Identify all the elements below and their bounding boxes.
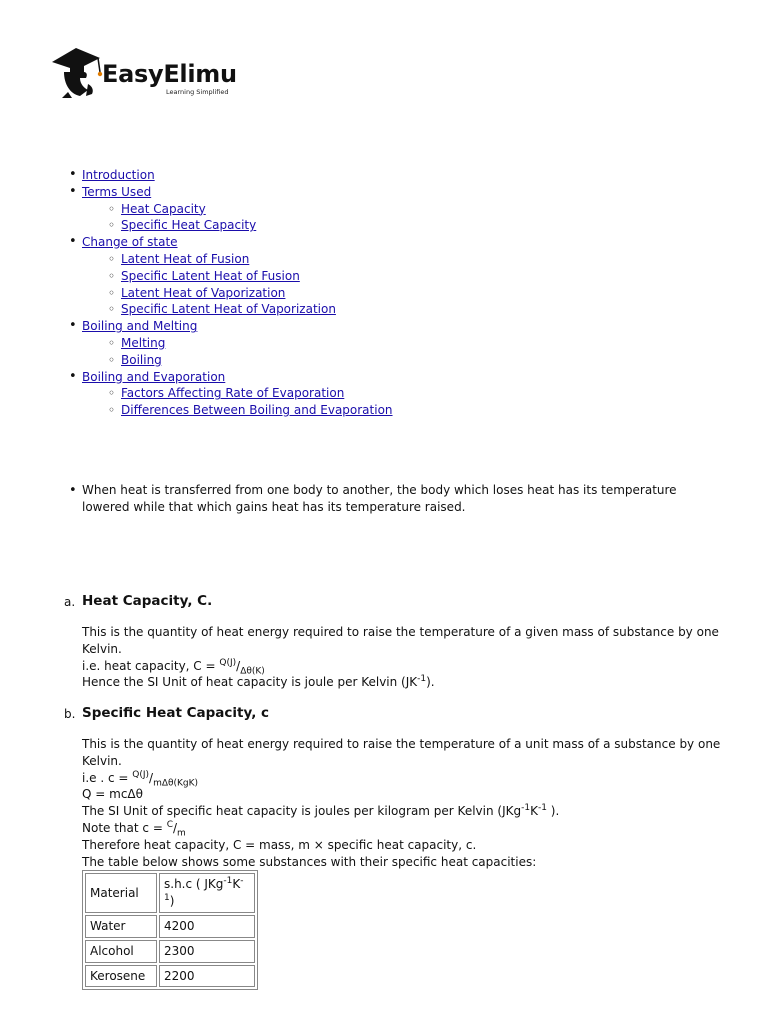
- toc-link[interactable]: Factors Affecting Rate of Evaporation: [121, 386, 345, 401]
- section-b-definition: This is the quantity of heat energy required to raise the temperature of a unit mass of a substance by one Kelvin.: [82, 737, 721, 768]
- toc-link[interactable]: Boiling and Evaporation: [82, 369, 226, 384]
- toc-link[interactable]: Melting: [121, 335, 166, 350]
- logo-wordmark: EasyElimu: [102, 60, 237, 88]
- table-row: [85, 940, 255, 963]
- toc-link[interactable]: Change of state: [82, 235, 178, 250]
- toc-item: [0, 217, 768, 234]
- section-a-si-unit: Hence the SI Unit of heat capacity is joule per Kelvin $(JK^{-1})$.: [82, 674, 435, 690]
- toc-link[interactable]: Specific Heat Capacity: [121, 218, 257, 233]
- logo-tagline: Learning Simplified: [166, 88, 229, 96]
- table-cell-shc: 2200: [159, 965, 255, 988]
- table-cell-material: Water: [85, 915, 157, 938]
- table-header-shc: s.h.c ( $JKg^{-1}K^{-1}$): [159, 873, 255, 913]
- toc-link[interactable]: Specific Latent Heat of Fusion: [121, 268, 300, 283]
- toc-item: [0, 301, 768, 318]
- toc-list: [0, 167, 768, 419]
- table-row: [85, 965, 255, 988]
- table-cell-material: Kerosene: [85, 965, 157, 988]
- toc-link[interactable]: Specific Latent Heat of Vaporization: [121, 302, 336, 317]
- section-b-heading: Specific Heat Capacity, c: [82, 705, 270, 721]
- toc-item: [0, 184, 768, 201]
- section-a-formula: i.e. heat capacity, $C = ^{Q(J)}/_{\Delta\theta(K)}$: [82, 657, 265, 676]
- section-b-table-intro: The table below shows some substances with their specific heat capacities:: [82, 854, 537, 869]
- toc-item: [0, 268, 768, 285]
- specific-heat-table: [82, 870, 258, 990]
- toc-link[interactable]: Heat Capacity: [121, 201, 206, 216]
- section-b-marker: b.: [64, 707, 76, 721]
- toc-link[interactable]: Terms Used: [82, 184, 152, 199]
- toc-item: [0, 167, 768, 184]
- toc-link[interactable]: Introduction: [82, 168, 155, 182]
- table-row: [85, 915, 255, 938]
- section-b-note: Note that $c = ^C/_m$: [82, 819, 186, 839]
- table-cell-material: Alcohol: [85, 940, 157, 963]
- toc-item: [0, 234, 768, 251]
- section-a-heading: Heat Capacity, C.: [82, 593, 213, 609]
- bullet-icon: •: [69, 483, 77, 498]
- toc-item: [0, 352, 768, 369]
- toc-link[interactable]: Latent Heat of Fusion: [121, 251, 250, 266]
- intro-paragraph: When heat is transferred from one body to another, the body which loses heat has its temperature lowered while that which gains heat has its temperature raised.: [82, 483, 677, 514]
- section-a-body: [82, 624, 722, 691]
- section-a-definition: This is the quantity of heat energy required to raise the temperature of a given mass of substance by one Kelvin.: [82, 625, 719, 656]
- toc-item: [0, 402, 768, 419]
- toc-link[interactable]: Latent Heat of Vaporization: [121, 285, 286, 300]
- section-b-si-unit: The SI Unit of specific heat capacity is joules per kilogram per Kelvin ($JKg^{-1}K^{-1}$ ).: [82, 803, 560, 819]
- toc-item: [0, 369, 768, 386]
- toc-link[interactable]: Boiling: [121, 352, 162, 367]
- section-b-formula: i.e . $c = ^{Q(J)}/_{m\Delta\theta(KgK)}$: [82, 769, 199, 788]
- table-of-contents: [0, 167, 768, 419]
- section-b-q-equation: Q = mcΔθ: [82, 787, 143, 802]
- toc-item: [0, 251, 768, 268]
- toc-item: [0, 201, 768, 218]
- toc-item: [0, 385, 768, 402]
- section-b-therefore: Therefore heat capacity, C = mass, m × specific heat capacity, c.: [82, 837, 477, 852]
- section-a-marker: a.: [64, 595, 76, 609]
- toc-item: [0, 318, 768, 335]
- toc-item: [0, 285, 768, 302]
- toc-item: [0, 335, 768, 352]
- section-b-body: [82, 736, 722, 990]
- toc-link[interactable]: Boiling and Melting: [82, 319, 198, 334]
- table-cell-shc: 4200: [159, 915, 255, 938]
- table-header-row: [85, 873, 255, 913]
- table-header-material: Material: [85, 873, 157, 913]
- toc-link[interactable]: Differences Between Boiling and Evaporation: [121, 403, 393, 418]
- table-cell-shc: 2300: [159, 940, 255, 963]
